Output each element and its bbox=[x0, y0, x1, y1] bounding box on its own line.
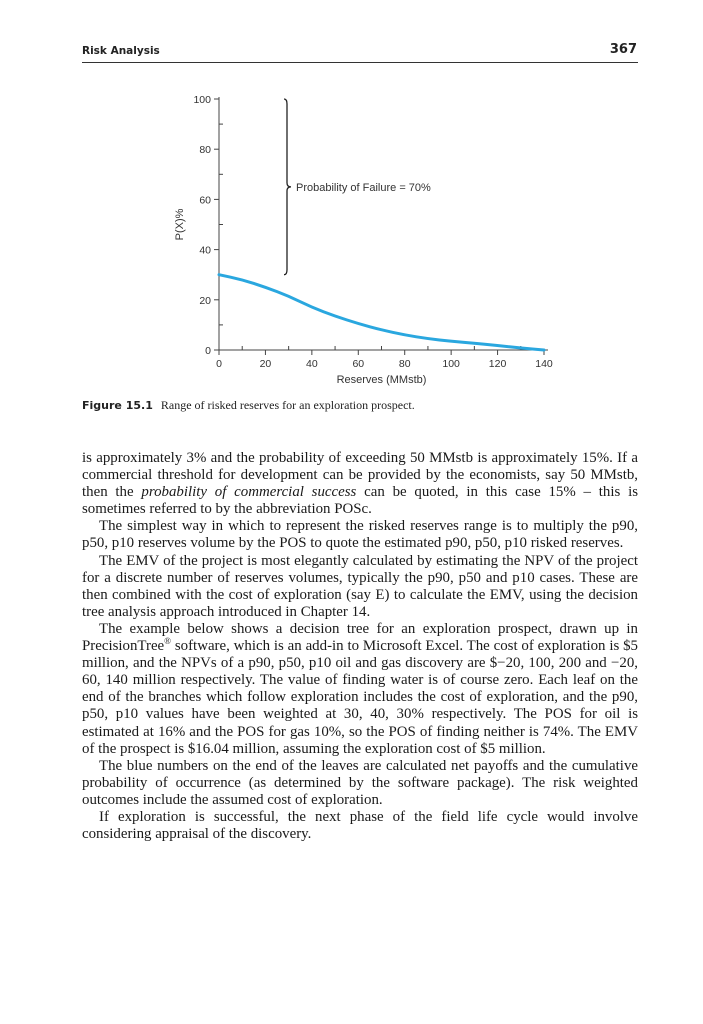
registered-mark: ® bbox=[164, 636, 172, 647]
x-axis-label: Reserves (MMstb) bbox=[336, 374, 427, 386]
x-tick-label: 40 bbox=[306, 358, 318, 370]
risked-reserves-chart bbox=[0, 0, 703, 400]
y-axis-label: P(X)% bbox=[174, 208, 186, 241]
y-tick-label: 20 bbox=[199, 294, 211, 307]
paragraph-2: The simplest way in which to represent the risked reserves range is to multiply the p90, p50, p10 reserves volume by the POS to quote the estimated p90, p50, p10 risked reserves. bbox=[82, 518, 638, 552]
figure-label: Figure 15.1 bbox=[82, 399, 153, 412]
y-tick-label: 60 bbox=[199, 194, 211, 207]
probability-of-failure-annotation: Probability of Failure = 70% bbox=[296, 181, 431, 194]
x-tick-label: 0 bbox=[216, 358, 222, 370]
figure-caption bbox=[82, 398, 638, 413]
paragraph-1-italic: probability of commercial success bbox=[141, 484, 357, 501]
paragraph-3: The EMV of the project is most elegantly calculated by estimating the NPV of the project for a discrete number of reserves volumes, typically the p90, p50 and p10 cases. These are then combined with the cost of exploration (say E) to calculate the EMV, using the decision tree analysis approach introduced in Chapter 14. bbox=[82, 552, 638, 620]
paragraph-4 bbox=[82, 621, 638, 758]
y-tick-label: 0 bbox=[205, 345, 211, 357]
y-tick-label: 80 bbox=[199, 144, 211, 157]
x-tick-label: 60 bbox=[352, 358, 365, 370]
body-text bbox=[82, 450, 638, 843]
paragraph-1-end: can be quoted, in this case 15% – this is sometimes referred to by the abbreviation POSc. bbox=[82, 484, 638, 518]
chart-annotation-group bbox=[284, 99, 291, 275]
paragraph-1-text: is approximately 3% and the probability of exceeding 50 MMstb is approximately 15%. If a commercial threshold for development can be provided by the economists, say 50 MMstb, then the bbox=[82, 450, 638, 501]
x-tick-label: 20 bbox=[259, 358, 272, 370]
y-tick-label: 40 bbox=[199, 244, 211, 257]
paragraph-5: The blue numbers on the end of the leaves are calculated net payoffs and the cumulative probability of occurrence (as determined by the software package). The risk weighted outcomes include the assumed cost of exploration. bbox=[82, 757, 638, 808]
series-line bbox=[219, 275, 544, 350]
x-tick-label: 100 bbox=[442, 358, 460, 370]
figure-caption-text: Range of risked reserves for an exploration prospect. bbox=[160, 398, 415, 412]
x-tick-label: 140 bbox=[535, 358, 553, 370]
chart-axes bbox=[219, 97, 548, 350]
paragraph-6: If exploration is successful, the next phase of the field life cycle would involve considering appraisal of the discovery. bbox=[82, 808, 638, 843]
x-tick-label: 80 bbox=[398, 358, 411, 370]
paragraph-1 bbox=[82, 450, 638, 518]
paragraph-4-start: The example below shows a decision tree for an exploration prospect, drawn up in PrecisionTree bbox=[82, 620, 638, 655]
chart-series bbox=[219, 275, 544, 350]
page-number: 367 bbox=[609, 42, 637, 57]
paragraph-4-end: software, which is an add-in to Microsoft Excel. The cost of exploration is $5 million, and the NPVs of a p90, p50, p10 oil and gas discovery are $−20, 100, 200 and −20, 60, 140 million respectively. The value of finding water is of course zero. Each leaf on the end of the branches which follow exploration includes the cost of exploration, and the p90, p50, p10 values have been weighted at 30, 40, 30% respectively. The POS for oil is estimated at 16% and the POS for gas 10%, so the POS of finding neither is 74%. The EMV of the prospect is $16.04 million, assuming the exploration cost of $5 million. bbox=[82, 638, 638, 757]
brace-bracket bbox=[284, 99, 291, 275]
running-header-title: Risk Analysis bbox=[82, 45, 160, 57]
x-tick-label: 120 bbox=[488, 358, 507, 370]
y-tick-label: 100 bbox=[193, 94, 211, 106]
